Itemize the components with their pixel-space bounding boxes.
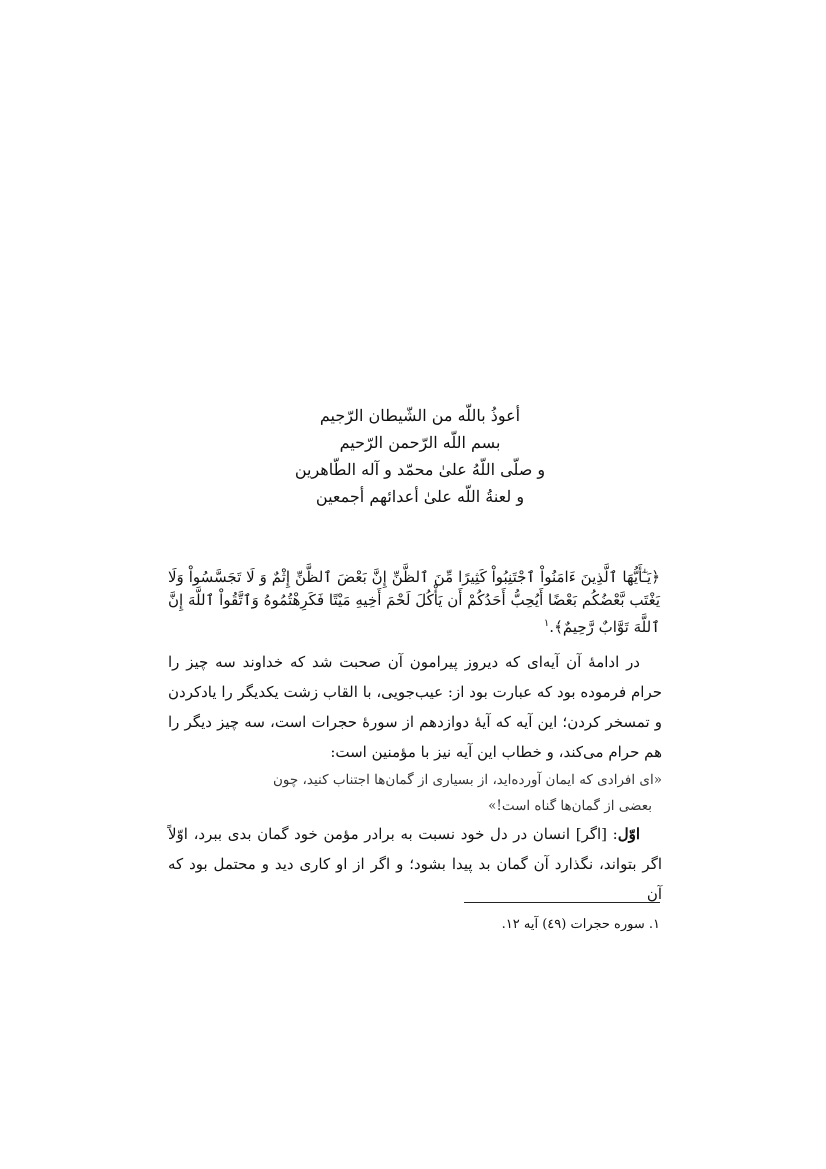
translation-line-2: بعضی از گمان‌ها گناه است!»: [488, 798, 652, 814]
invocation-line-4: و لعنةُ اللّه علىٰ أعدائهم أجمعين: [315, 487, 525, 506]
first-point-text: : [اگر] انسان در دل خود نسبت به برادر مؤمن خود گمان بدی ببرد، اوّلاً اگر بتواند، نگذارد آن گمان بد پیدا بشود؛ و اگر از او کاری دید و محتمل بود که آن: [168, 825, 662, 903]
quran-verse: [168, 566, 660, 639]
invocation-block: [200, 402, 640, 510]
invocation-line-2: بسم اللّه الرّحمن الرّحيم: [339, 433, 501, 452]
invocation-line-1: أعوذُ باللّه من الشّيطان الرّجيم: [319, 406, 521, 425]
invocation-line-3: و صلّى اللّهُ علىٰ محمّد و آله الطّاهرين: [294, 460, 546, 479]
footnote: ١. سوره حجرات (٤٩) آیه ١٢.: [501, 917, 660, 932]
paragraph-first-point: [168, 819, 662, 909]
body-text: [168, 647, 662, 909]
verse-translation: [168, 767, 662, 819]
translation-line-1: «ای افرادی که ایمان آورده‌اید، از بسیاری از گمان‌ها اجتناب کنید، چون: [272, 772, 662, 788]
footnote-reference: ١: [543, 618, 550, 629]
verse-text: ﴿يَـٰٓأَيُّهَا ٱلَّذِينَ ءَامَنُواْ ٱجْتَنِبُواْ كَثِيرًا مِّنَ ٱلظَّنِّ إِنَّ بَعْضَ ٱلظَّنِّ إِثْمٌ وَ لَا تَجَسَّسُواْ وَلَا يَغْتَب بَّعْضُكُم بَعْضًا أَيُحِبُّ أَحَدُكُمْ أَن يَأْكُلَ لَحْمَ أَخِيهِ مَيْتًا فَكَرِهْتُمُوهُ وَٱتَّقُواْ ٱللَّهَ إِنَّ ٱللَّهَ تَوَّابٌ رَّحِيمٌ﴾.: [168, 568, 660, 636]
first-point-label: اوّل: [617, 825, 640, 843]
paragraph-intro: در ادامهٔ آن آیه‌ای که دیروز پیرامون آن صحبت شد که خداوند سه چیز را حرام فرموده بود که عبارت بود از: عیب‌جویی، با القاب زشت یکدیگر را یادکردن و تمسخر کردن؛ این آیه که آیهٔ دوازدهم از سورهٔ حجرات است، سه چیز دیگر را هم حرام می‌کند، و خطاب این آیه نیز با مؤمنین است:: [168, 653, 662, 761]
footnote-divider: [464, 902, 660, 903]
